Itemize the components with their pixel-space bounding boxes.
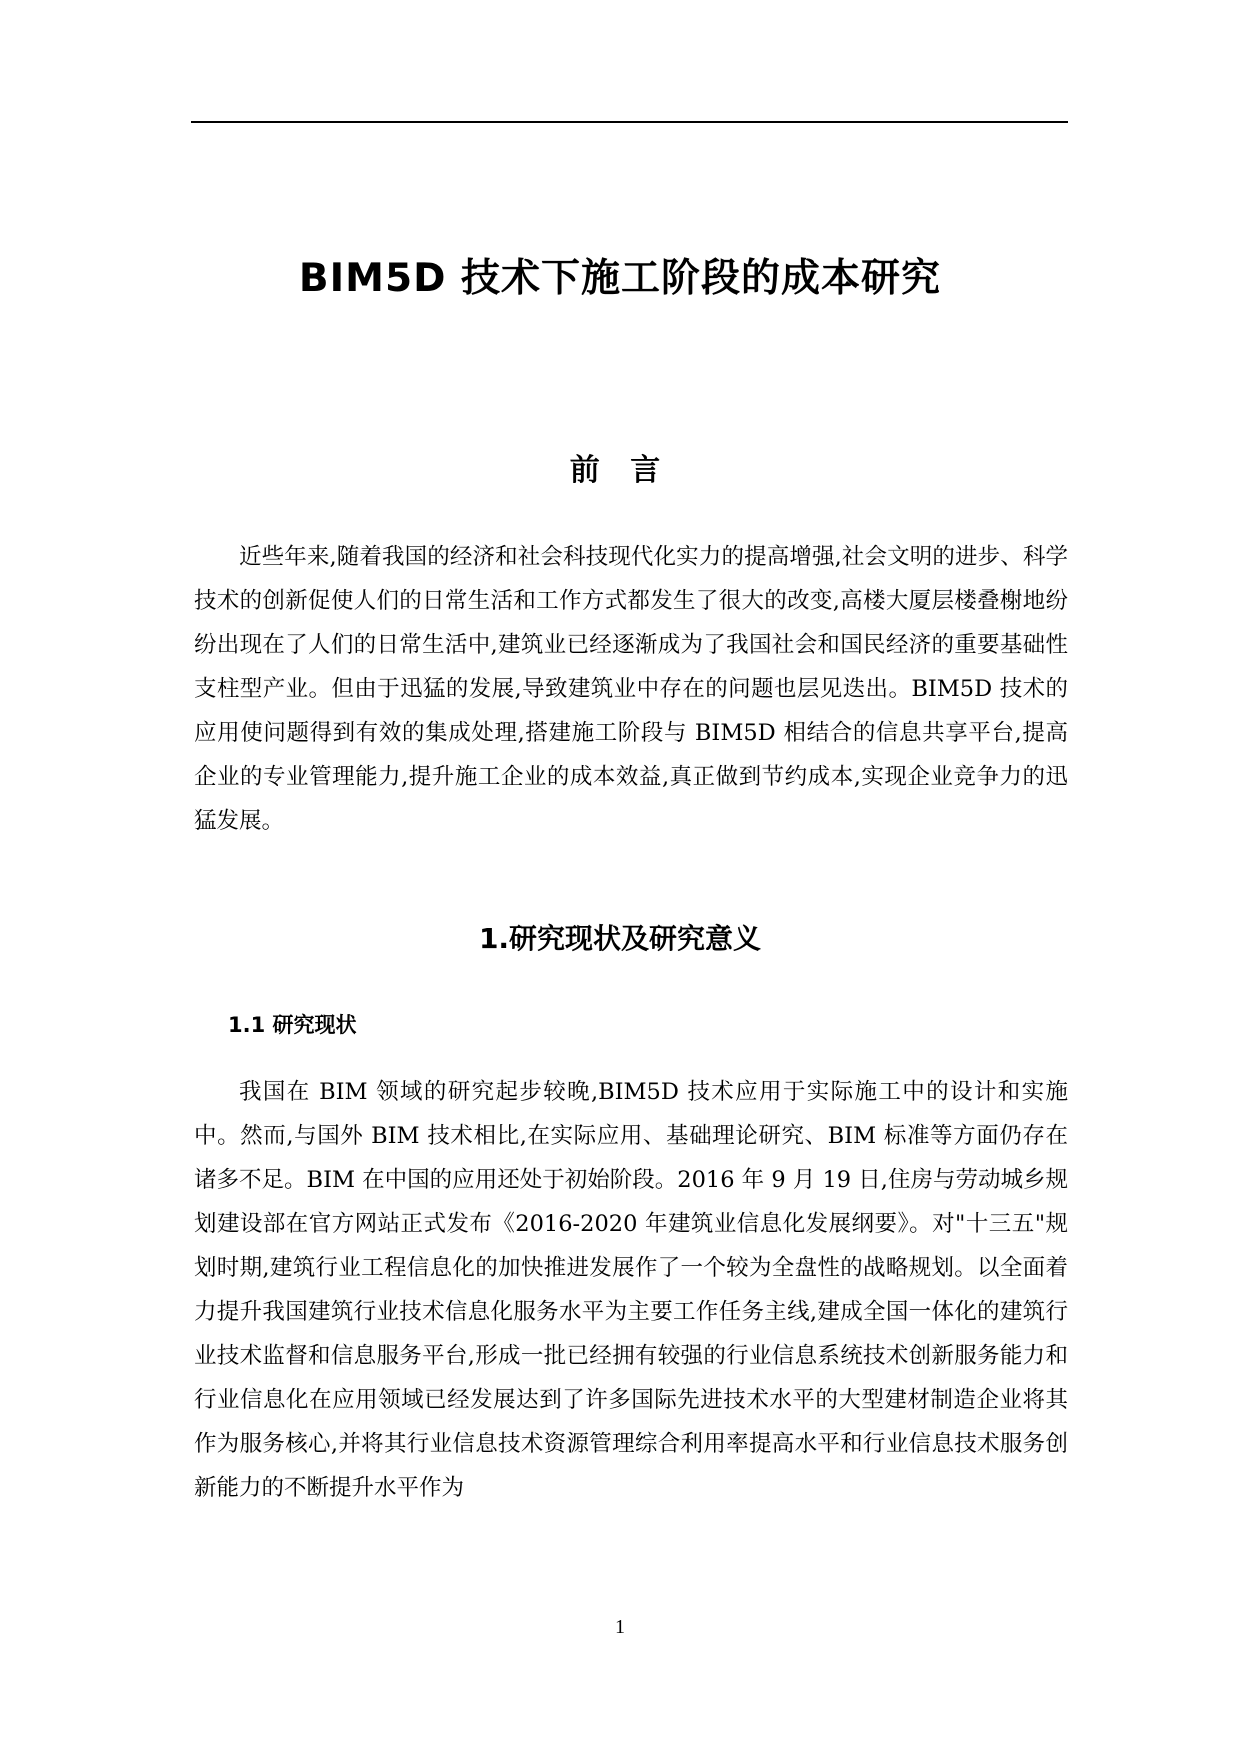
section-heading: 1.研究现状及研究意义	[478, 922, 762, 955]
page-number: 1	[615, 1616, 625, 1638]
preface-paragraph: 近些年来,随着我国的经济和社会科技现代化实力的提高增强,社会文明的进步、科学技术的创新促使人们的日常生活和工作方式都发生了很大的改变,高楼大厦层楼叠榭地纷纷出现在了人们的日常生活中,建筑业已经逐渐成为了我国社会和国民经济的重要基础性支柱型产业。但由于迅猛的发展,导致建筑业中存在的问题也层见迭出。BIM5D 技术的应用使问题得到有效的集成处理,搭建施工阶段与 BIM5D 相结合的信息共享平台,提高企业的专业管理能力,提升施工企业的成本效益,真正做到节约成本,实现企业竞争力的迅猛发展。	[194, 544, 1068, 834]
header-rule	[191, 121, 1068, 123]
subsection-paragraph: 我国在 BIM 领域的研究起步较晚,BIM5D 技术应用于实际施工中的设计和实施中。然而,与国外 BIM 技术相比,在实际应用、基础理论研究、BIM 标准等方面仍存在诸多不足。BIM 在中国的应用还处于初始阶段。2016 年 9 月 19 日,住房与劳动城乡规划建设部在官方网站正式发布《2016-2020 年建筑业信息化发展纲要》。对"十三五"规划时期,建筑行业工程信息化的加快推进发展作了一个较为全盘性的战略规划。以全面着力提升我国建筑行业技术信息化服务水平为主要工作任务主线,建成全国一体化的建筑行业技术监督和信息服务平台,形成一批已经拥有较强的行业信息系统技术创新服务能力和行业信息化在应用领域已经发展达到了许多国际先进技术水平的大型建材制造企业将其作为服务核心,并将其行业信息技术资源管理综合利用率提高水平和行业信息技术服务创新能力的不断提升水平作为	[194, 1079, 1068, 1501]
preface-heading: 前 言	[569, 453, 671, 488]
subsection-heading: 1.1 研究现状	[228, 1013, 357, 1037]
document-title: BIM5D 技术下施工阶段的成本研究	[298, 256, 942, 301]
